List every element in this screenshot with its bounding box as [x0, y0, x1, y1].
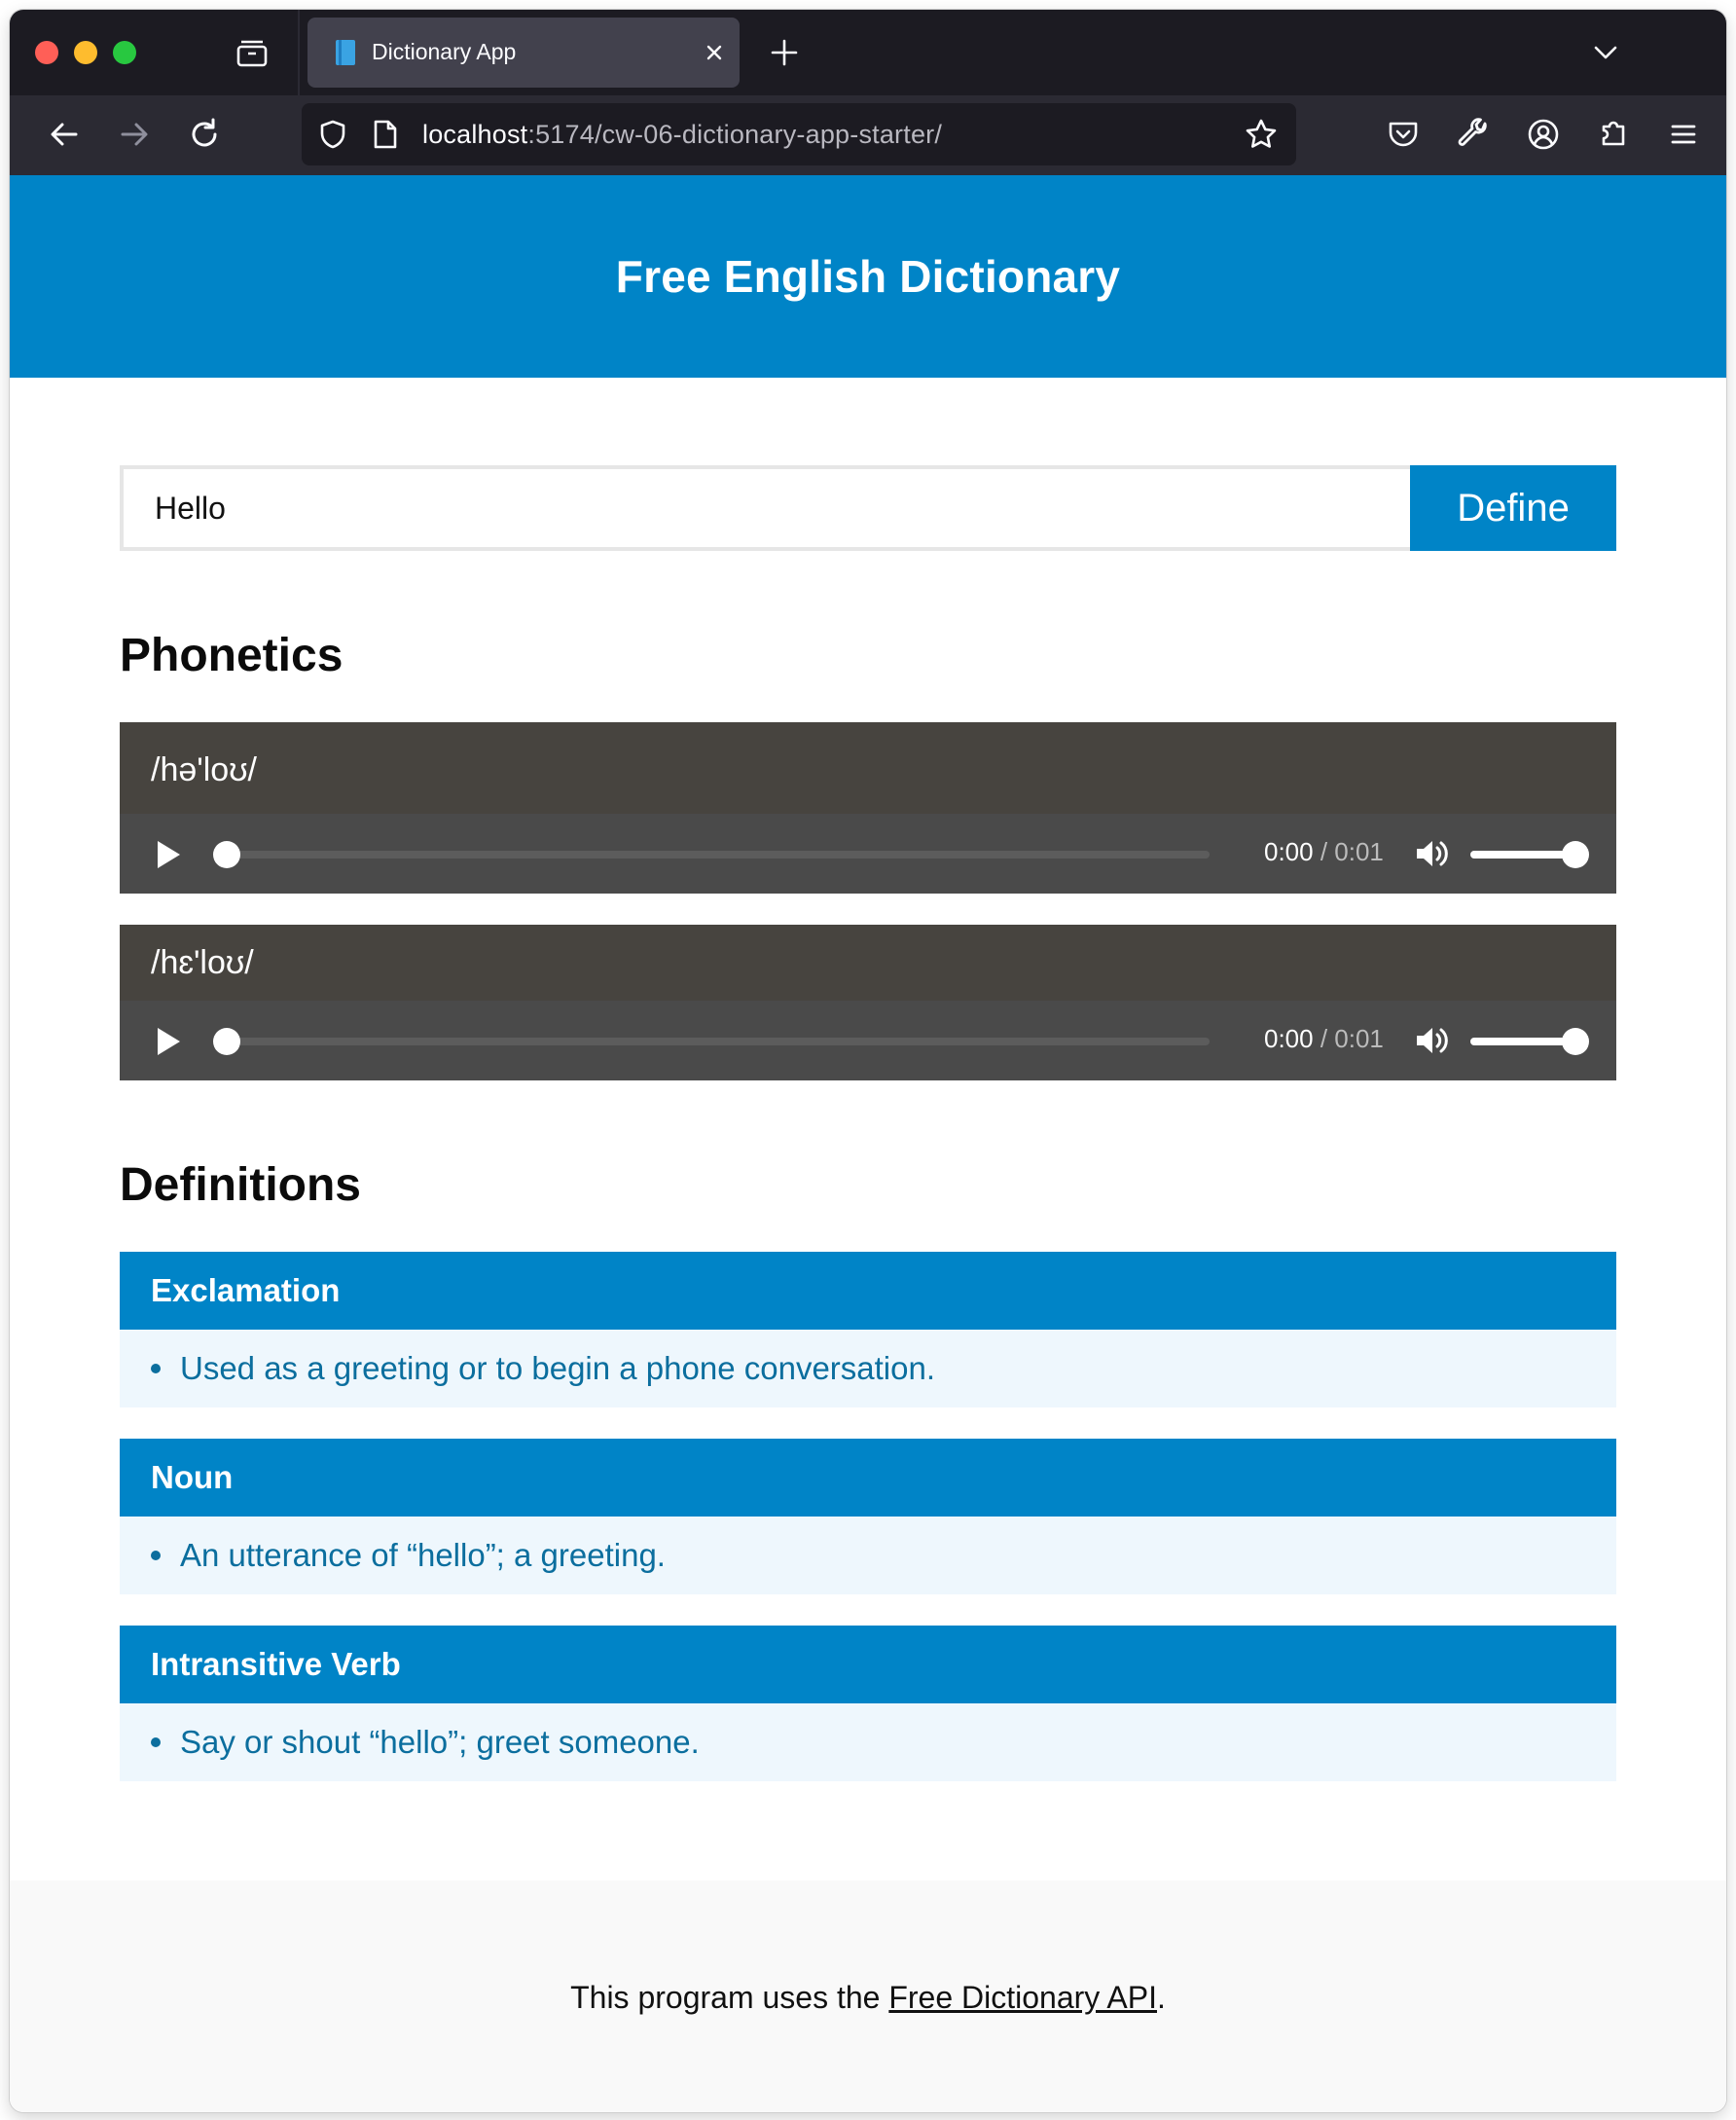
menu-icon[interactable]	[1666, 117, 1701, 152]
duration: / 0:01	[1320, 837, 1384, 866]
tab-title: Dictionary App	[372, 39, 517, 64]
search-form	[120, 465, 1616, 551]
seek-thumb[interactable]	[213, 841, 240, 868]
page-content	[10, 175, 1726, 2112]
maximize-window-button[interactable]	[113, 41, 136, 64]
address-bar[interactable]	[302, 103, 1296, 165]
phonetic-text: /hɛ'loʊ/	[151, 944, 254, 981]
dictionary-favicon	[335, 39, 356, 66]
part-of-speech: Noun	[120, 1439, 1616, 1517]
play-icon[interactable]	[155, 839, 182, 870]
url-text[interactable]	[422, 120, 942, 150]
volume-thumb[interactable]	[1562, 1028, 1589, 1055]
definitions-heading: Definitions	[120, 1159, 361, 1211]
star-icon[interactable]	[1244, 117, 1279, 152]
page-title: Free English Dictionary	[615, 251, 1121, 302]
volume-icon[interactable]	[1414, 837, 1449, 870]
part-of-speech: Intransitive Verb	[120, 1626, 1616, 1703]
footer-prefix: This program uses the	[570, 1980, 889, 2015]
chevron-down-icon[interactable]	[1590, 37, 1621, 68]
close-window-button[interactable]	[35, 41, 58, 64]
page-footer	[10, 1881, 1726, 2112]
window-controls	[35, 41, 136, 64]
audio-player	[120, 1001, 1616, 1080]
phonetic-text: /hə'loʊ/	[151, 751, 257, 788]
page-icon[interactable]	[372, 119, 399, 150]
tab-separator	[298, 10, 300, 95]
volume-slider[interactable]	[1470, 1038, 1575, 1045]
url-host: localhost	[422, 120, 528, 149]
tab-list-icon[interactable]	[235, 39, 269, 68]
extensions-icon[interactable]	[1596, 117, 1631, 152]
definition-item	[120, 1330, 1616, 1407]
current-time: 0:00	[1264, 837, 1314, 866]
reload-icon[interactable]	[185, 115, 224, 154]
url-path: :5174/cw-06-dictionary-app-starter/	[527, 120, 943, 149]
definition-item	[120, 1703, 1616, 1781]
active-tab[interactable]	[307, 18, 740, 88]
volume-slider[interactable]	[1470, 851, 1575, 859]
bullet-icon	[151, 1551, 161, 1560]
page-header	[10, 175, 1726, 378]
seek-thumb[interactable]	[213, 1028, 240, 1055]
browser-window	[10, 10, 1726, 2112]
current-time: 0:00	[1264, 1024, 1314, 1053]
bullet-icon	[151, 1737, 161, 1747]
shield-icon[interactable]	[317, 119, 348, 150]
volume-thumb[interactable]	[1562, 841, 1589, 868]
definition-text: An utterance of “hello”; a greeting.	[180, 1537, 666, 1573]
wrench-icon[interactable]	[1456, 117, 1491, 152]
play-icon[interactable]	[155, 1026, 182, 1057]
define-button[interactable]: Define	[1410, 465, 1616, 551]
back-arrow-icon[interactable]	[45, 115, 84, 154]
account-icon[interactable]	[1526, 117, 1561, 152]
volume-icon[interactable]	[1414, 1024, 1449, 1057]
plus-icon[interactable]	[767, 35, 802, 70]
definition-item	[120, 1517, 1616, 1594]
phonetic-card	[120, 925, 1616, 1080]
definition-text: Say or shout “hello”; greet someone.	[180, 1724, 700, 1760]
seek-bar[interactable]	[227, 851, 1210, 859]
tab-strip	[10, 10, 1726, 95]
definition-card	[120, 1439, 1616, 1594]
close-icon[interactable]	[701, 39, 728, 66]
definition-text: Used as a greeting or to begin a phone conversation.	[180, 1350, 936, 1386]
audio-player	[120, 814, 1616, 894]
duration: / 0:01	[1320, 1024, 1384, 1053]
forward-arrow-icon[interactable]	[115, 115, 154, 154]
word-search-input[interactable]	[120, 465, 1410, 551]
part-of-speech: Exclamation	[120, 1252, 1616, 1330]
footer-text	[10, 1980, 1726, 2016]
phonetics-heading: Phonetics	[120, 630, 344, 681]
navigation-bar	[10, 95, 1726, 175]
definition-card	[120, 1252, 1616, 1407]
minimize-window-button[interactable]	[74, 41, 97, 64]
free-dictionary-api-link[interactable]: Free Dictionary API	[888, 1980, 1157, 2015]
time-display	[1264, 837, 1384, 867]
time-display	[1264, 1024, 1384, 1054]
footer-suffix: .	[1157, 1980, 1166, 2015]
definition-card	[120, 1626, 1616, 1781]
seek-bar[interactable]	[227, 1038, 1210, 1045]
pocket-icon[interactable]	[1386, 117, 1421, 152]
bullet-icon	[151, 1364, 161, 1373]
phonetic-card	[120, 722, 1616, 894]
